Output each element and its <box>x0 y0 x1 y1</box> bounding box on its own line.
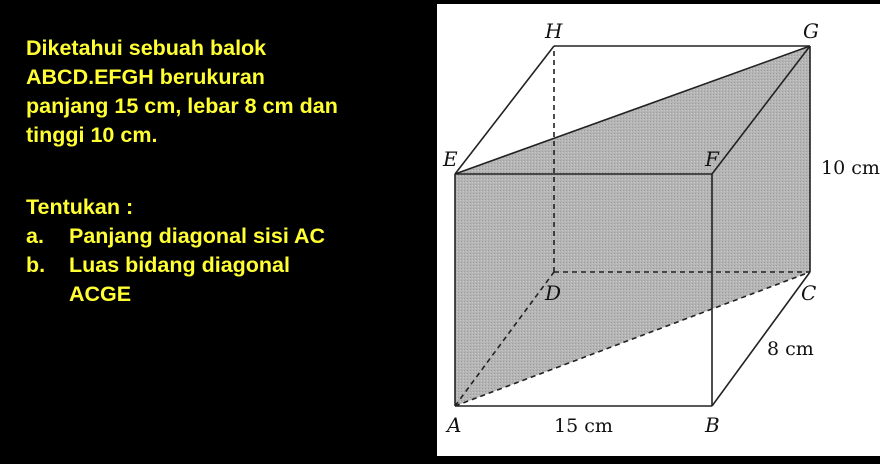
cuboid-figure <box>437 4 880 456</box>
length-label: 15 cm <box>554 415 613 437</box>
given-line-2: ABCD.EFGH berukuran <box>26 65 265 89</box>
item-b-text-line-2: ACGE <box>69 282 132 306</box>
item-marker-b: b. <box>26 253 46 277</box>
item-marker-a: a. <box>26 224 44 248</box>
given-line-3: panjang 15 cm, lebar 8 cm dan <box>26 94 338 118</box>
given-line-1: Diketahui sebuah balok <box>26 36 267 60</box>
item-a-text: Panjang diagonal sisi AC <box>69 224 326 248</box>
vertex-label-B: B <box>705 413 720 437</box>
vertex-label-H: H <box>545 19 563 43</box>
height-label: 10 cm <box>821 157 880 179</box>
cuboid-diagram <box>437 4 880 456</box>
width-label: 8 cm <box>767 338 814 360</box>
vertex-label-D: D <box>545 281 562 305</box>
diagonal-plane-ACGE <box>455 46 810 406</box>
question-item-a <box>26 222 426 251</box>
item-b-text-line-1: Luas bidang diagonal <box>69 253 290 277</box>
question-heading: Tentukan : <box>26 195 134 219</box>
vertex-label-E: E <box>443 147 458 171</box>
given-line-4: tinggi 10 cm. <box>26 123 158 147</box>
problem-text <box>26 34 426 309</box>
question-item-b <box>26 251 426 309</box>
vertex-label-C: C <box>801 281 817 305</box>
vertex-label-G: G <box>803 19 819 43</box>
vertex-label-F: F <box>705 147 719 171</box>
vertex-label-A: A <box>447 413 462 437</box>
